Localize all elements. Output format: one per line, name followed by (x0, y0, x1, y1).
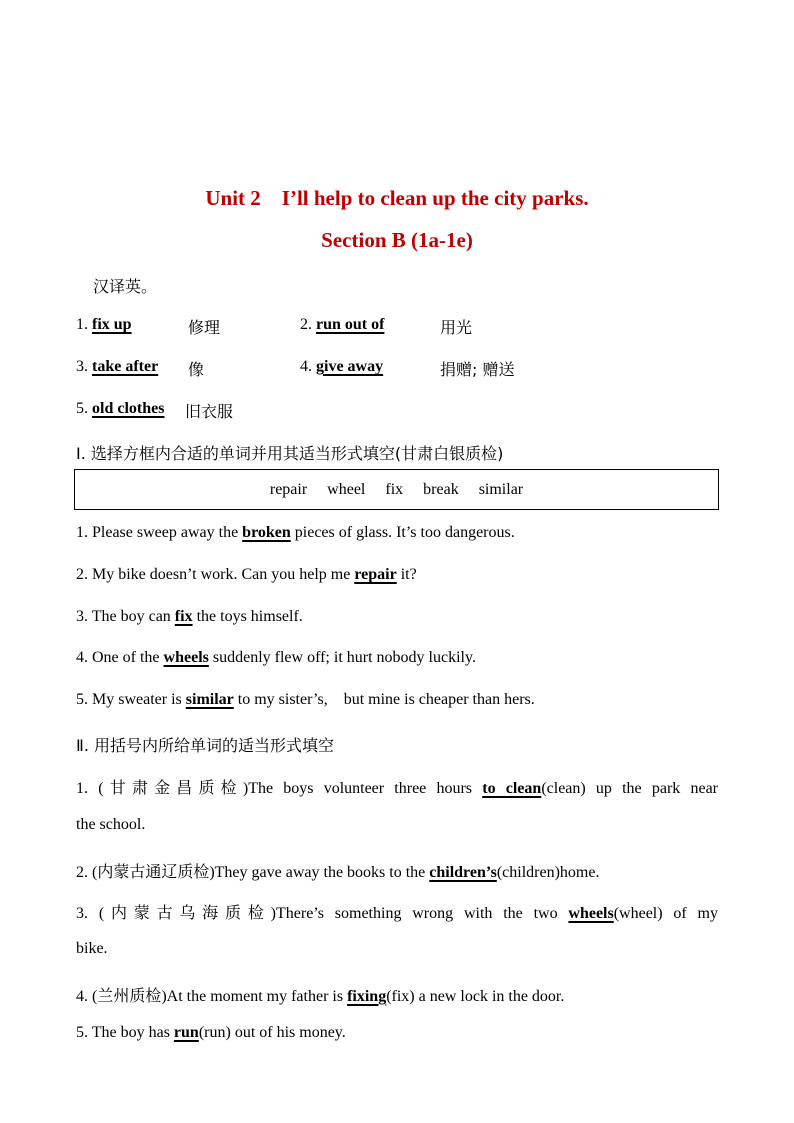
answer: to clean (482, 780, 542, 797)
part2-item-2 (76, 859, 599, 882)
vocab-item-4 (300, 358, 383, 376)
answer: give away (316, 358, 384, 375)
word-box-word: repair (269, 480, 308, 498)
vocab-item-1 (76, 316, 132, 334)
vocab-heading: 汉译英。 (93, 277, 158, 296)
word-box-word: break (423, 480, 459, 498)
vocab-meaning-2: 用光 (440, 318, 473, 337)
part1-item-3 (76, 608, 303, 626)
answer: run out of (316, 316, 385, 333)
question-text: (wheel) of my (613, 905, 718, 922)
answer: wheels (163, 649, 209, 666)
answer: fixing (347, 988, 387, 1005)
part2-item-1 (76, 775, 718, 798)
item-number: 4. (300, 358, 316, 375)
question-text: 2. (内蒙古通辽质检)They gave away the books to the (76, 864, 430, 881)
part2-item-3 (76, 900, 718, 923)
word-box-word: similar (478, 480, 524, 498)
vocab-meaning-3: 像 (188, 360, 205, 379)
part1-item-2 (76, 566, 417, 584)
item-number: 3. (76, 358, 92, 375)
vocab-meaning-4: 捐赠; 赠送 (440, 360, 515, 379)
vocab-meaning-5: 旧衣服 (185, 402, 234, 421)
answer: run (173, 1024, 199, 1041)
question-text: 5. The boy has (76, 1024, 174, 1041)
question-text: 5. My sweater is (76, 691, 186, 708)
question-text: 2. My bike doesn’t work. Can you help me (76, 566, 355, 583)
question-text: 1. Please sweep away the (76, 524, 243, 541)
question-text: (clean) up the park near (541, 780, 719, 797)
part1-item-4 (76, 649, 476, 667)
unit-title: Unit 2 I’ll help to clean up the city parks. (205, 186, 589, 210)
part1-item-1 (76, 524, 515, 542)
question-text: suddenly flew off; it hurt nobody luckily. (208, 649, 476, 666)
question-text: the toys himself. (192, 608, 303, 625)
part1-item-5 (76, 691, 535, 709)
word-box (74, 469, 719, 510)
question-text: 4. One of the (76, 649, 164, 666)
question-text: 1. (甘肃金昌质检)The boys volunteer three hours (76, 780, 483, 797)
answer: take after (92, 358, 159, 375)
part2-item-3-cont: bike. (76, 940, 108, 957)
question-text: to my sister’s, but mine is cheaper than hers. (233, 691, 535, 708)
question-text: 3. (内蒙古乌海质检)There’s something wrong with the two (76, 905, 569, 922)
question-text: 3. The boy can (76, 608, 175, 625)
part2-heading: Ⅱ. 用括号内所给单词的适当形式填空 (76, 736, 335, 755)
question-text: pieces of glass. It’s too dangerous. (290, 524, 515, 541)
word-box-word: wheel (327, 480, 366, 498)
question-text: (fix) a new lock in the door. (386, 988, 565, 1005)
answer: broken (242, 524, 291, 541)
item-number: 5. (76, 400, 92, 417)
part2-item-1-cont: the school. (76, 816, 146, 833)
question-text: 4. (兰州质检)At the moment my father is (76, 988, 348, 1005)
vocab-item-5 (76, 400, 164, 418)
question-text: (children)home. (496, 864, 600, 881)
word-box-word: fix (385, 480, 404, 498)
answer: fix (174, 608, 193, 625)
part2-item-5 (76, 1024, 346, 1042)
question-text: it? (396, 566, 417, 583)
answer: old clothes (92, 400, 165, 417)
vocab-meaning-1: 修理 (188, 318, 221, 337)
answer: children’s (429, 864, 497, 881)
part1-heading: Ⅰ. 选择方框内合适的单词并用其适当形式填空(甘肃白银质检) (76, 444, 504, 463)
vocab-item-3 (76, 358, 158, 376)
vocab-item-2 (300, 316, 384, 334)
answer: wheels (568, 905, 614, 922)
item-number: 2. (300, 316, 316, 333)
answer: similar (185, 691, 234, 708)
question-text: (run) out of his money. (198, 1024, 346, 1041)
section-title: Section B (1a-1e) (321, 228, 473, 252)
answer: repair (354, 566, 397, 583)
item-number: 1. (76, 316, 92, 333)
answer: fix up (92, 316, 132, 333)
part2-item-4 (76, 983, 564, 1006)
